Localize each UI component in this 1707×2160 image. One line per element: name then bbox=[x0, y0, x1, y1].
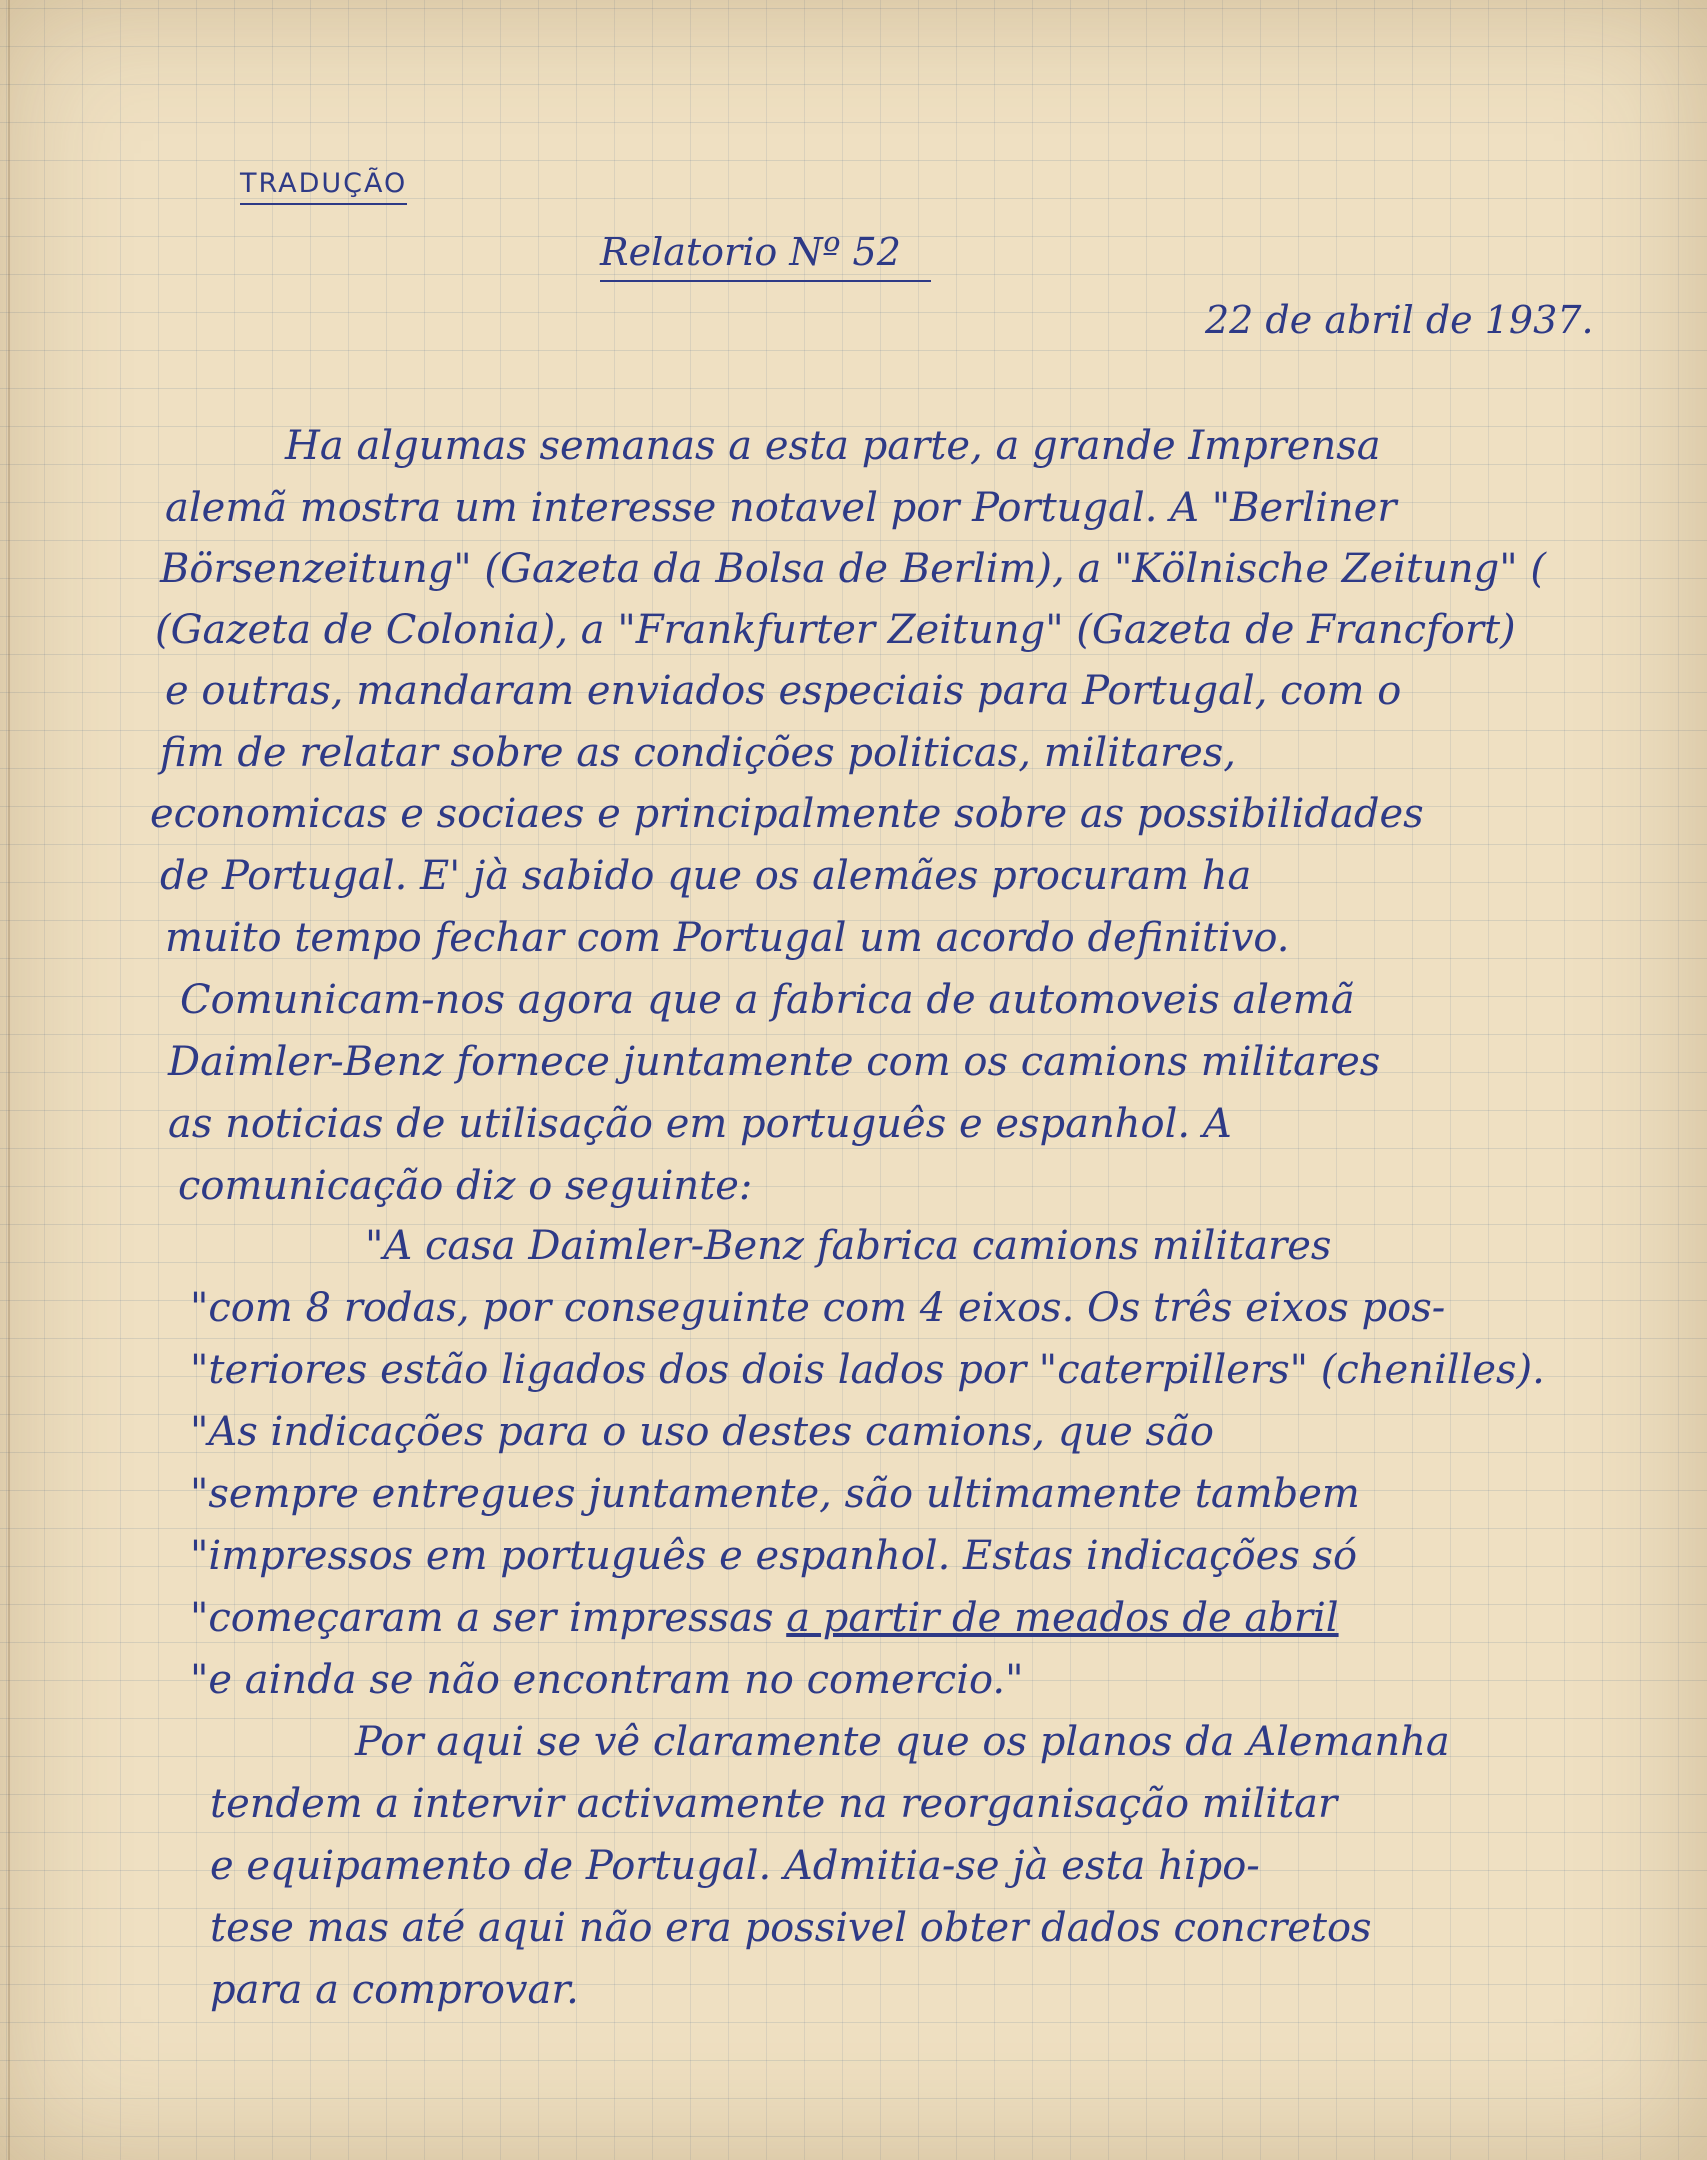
quoted-line: "A casa Daimler-Benz fabrica camions militares bbox=[365, 1223, 1332, 1269]
body-line: e outras, mandaram enviados especiais para Portugal, com o bbox=[165, 668, 1402, 714]
report-title: Relatorio Nº 52 bbox=[600, 230, 931, 282]
body-line: comunicação diz o seguinte: bbox=[178, 1163, 753, 1209]
quoted-line: "impressos em português e espanhol. Estas indicações só bbox=[190, 1533, 1358, 1579]
body-line: fim de relatar sobre as condições politicas, militares, bbox=[160, 730, 1236, 776]
body-line: alemã mostra um interesse notavel por Portugal. A "Berliner bbox=[165, 485, 1397, 531]
body-line: muito tempo fechar com Portugal um acordo definitivo. bbox=[165, 915, 1290, 961]
body-line: as noticias de utilisação em português e espanhol. A bbox=[168, 1101, 1232, 1147]
body-line: tese mas até aqui não era possivel obter dados concretos bbox=[210, 1905, 1372, 1951]
quoted-line bbox=[190, 1592, 1339, 1644]
quoted-line: "sempre entregues juntamente, são ultimamente tambem bbox=[190, 1471, 1360, 1517]
page-margin-line bbox=[8, 0, 10, 2160]
quoted-line: "e ainda se não encontram no comercio." bbox=[190, 1657, 1024, 1703]
document-heading: TRADUÇÃO bbox=[240, 168, 407, 205]
body-line: Ha algumas semanas a esta parte, a grande Imprensa bbox=[285, 423, 1381, 469]
body-line: (Gazeta de Colonia), a "Frankfurter Zeitung" (Gazeta de Francfort) bbox=[155, 607, 1516, 653]
body-line: de Portugal. E' jà sabido que os alemães procuram ha bbox=[160, 853, 1252, 899]
body-line: Comunicam-nos agora que a fabrica de automoveis alemã bbox=[180, 977, 1355, 1023]
body-line: Por aqui se vê claramente que os planos da Alemanha bbox=[355, 1719, 1450, 1765]
quoted-line: "com 8 rodas, por conseguinte com 4 eixos. Os três eixos pos- bbox=[190, 1285, 1446, 1331]
body-line: economicas e sociaes e principalmente sobre as possibilidades bbox=[150, 791, 1424, 837]
quoted-line: "As indicações para o uso destes camions, que são bbox=[190, 1409, 1214, 1455]
body-line: Daimler-Benz fornece juntamente com os camions militares bbox=[168, 1039, 1381, 1085]
body-line: para a comprovar. bbox=[210, 1967, 579, 2013]
body-line: e equipamento de Portugal. Admitia-se jà esta hipo- bbox=[210, 1843, 1260, 1889]
body-line: tendem a intervir activamente na reorganisação militar bbox=[210, 1781, 1338, 1827]
report-date: 22 de abril de 1937. bbox=[1205, 298, 1594, 342]
underlined-phrase: a partir de meados de abril bbox=[786, 1595, 1339, 1641]
body-line: Börsenzeitung" (Gazeta da Bolsa de Berlim), a "Kölnische Zeitung" ( bbox=[160, 546, 1546, 592]
quoted-line-text: "começaram a ser impressas bbox=[190, 1595, 774, 1641]
quoted-line: "teriores estão ligados dos dois lados por "caterpillers" (chenilles). bbox=[190, 1347, 1545, 1393]
